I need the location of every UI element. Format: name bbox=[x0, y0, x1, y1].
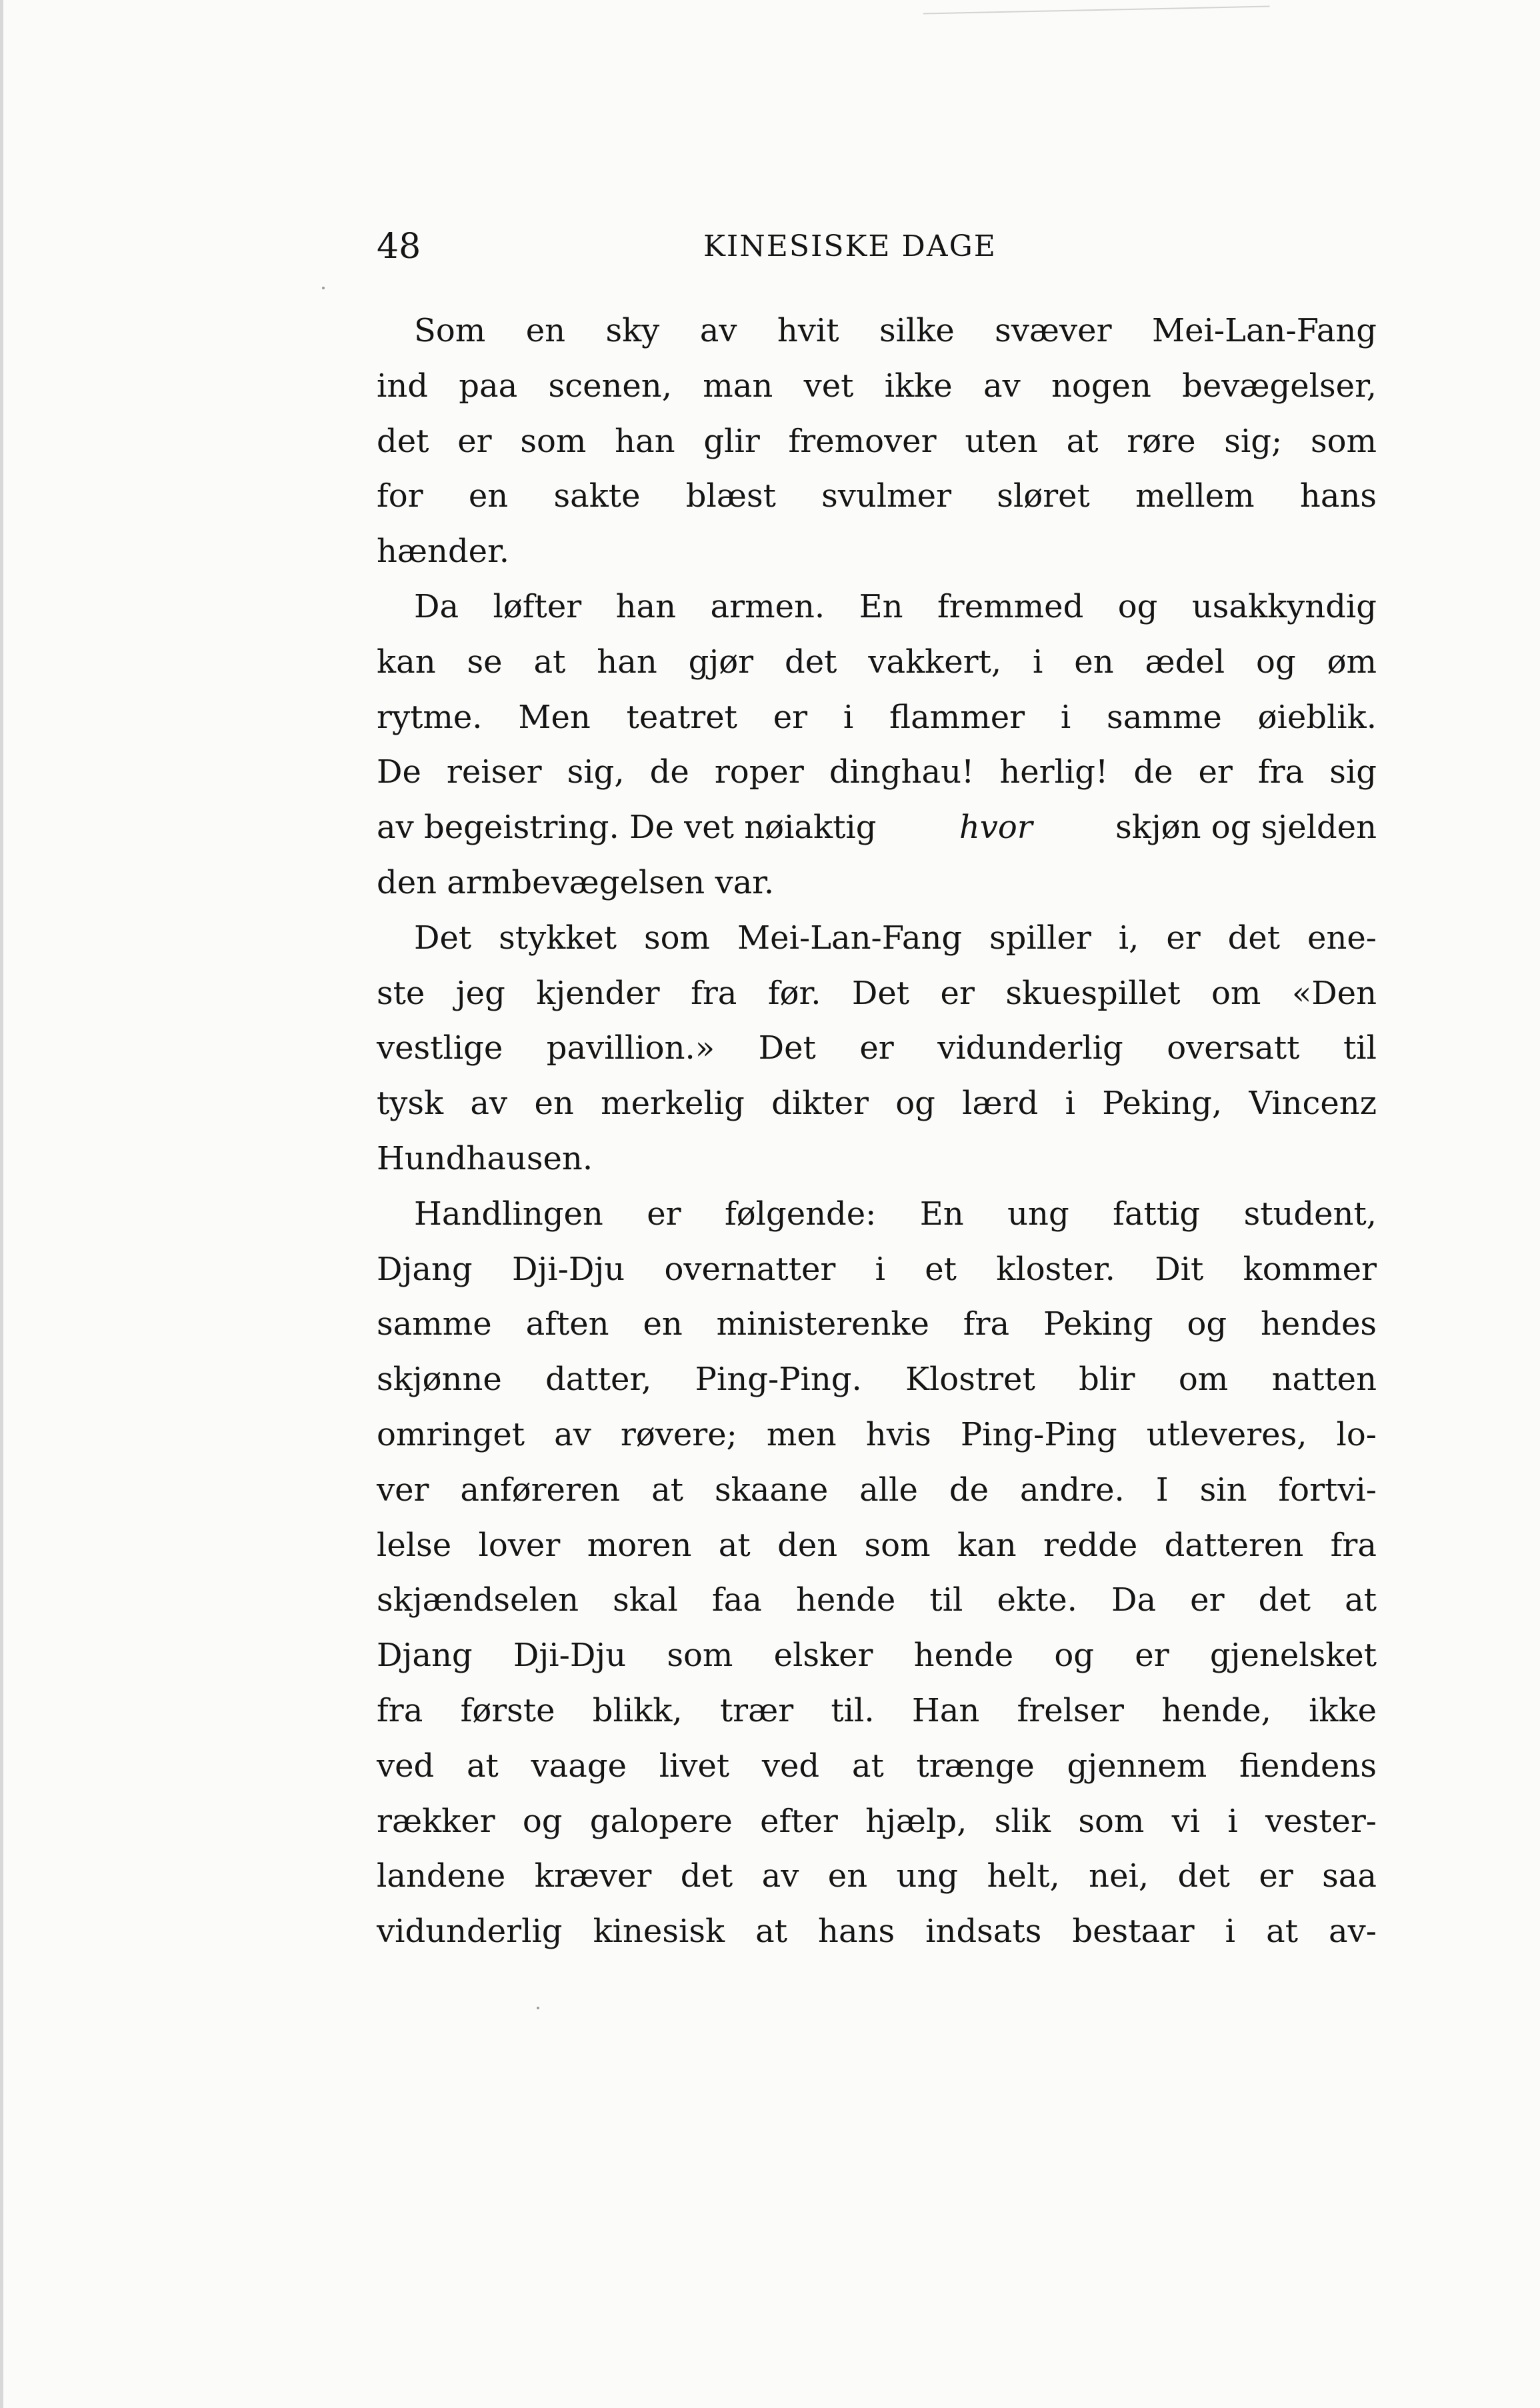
text-segment: skjøn og sjelden bbox=[1115, 809, 1377, 847]
text-line: Handlingen er følgende: En ung fattig student, bbox=[414, 1195, 1377, 1233]
text-line: Det stykket som Mei-Lan-Fang spiller i, er det ene- bbox=[414, 919, 1377, 957]
text-line: rytme. Men teatret er i flammer i samme øieblik. bbox=[377, 698, 1377, 736]
text-line: for en sakte blæst svulmer sløret mellem hans bbox=[377, 477, 1377, 515]
text-line: Djang Dji-Dju overnatter i et kloster. Dit kommer bbox=[377, 1250, 1377, 1288]
text-line: landene kræver det av en ung helt, nei, det er saa bbox=[377, 1857, 1377, 1895]
text-line: ver anføreren at skaane alle de andre. I sin fortvi- bbox=[377, 1471, 1377, 1509]
text-line: kan se at han gjør det vakkert, i en ædel og øm bbox=[377, 643, 1377, 681]
body-text bbox=[377, 303, 1377, 1959]
text-line: Da løfter han armen. En fremmed og usakkyndig bbox=[414, 587, 1377, 625]
paper-speck bbox=[537, 2007, 539, 2009]
text-line: skjændselen skal faa hende til ekte. Da er det at bbox=[377, 1581, 1377, 1619]
text-line: den armbevægelsen var. bbox=[377, 863, 775, 901]
page-number: 48 bbox=[377, 227, 421, 267]
text-segment: av begeistring. De vet nøiaktig bbox=[377, 809, 877, 847]
text-line: ind paa scenen, man vet ikke av nogen bevægelser, bbox=[377, 367, 1377, 405]
text-line: lelse lover moren at den som kan redde datteren fra bbox=[377, 1526, 1377, 1564]
text-line: vidunderlig kinesisk at hans indsats bestaar i at av- bbox=[377, 1913, 1377, 1951]
page-header bbox=[377, 220, 1377, 273]
italic-word: hvor bbox=[959, 809, 1033, 847]
text-line: det er som han glir fremover uten at røre sig; som bbox=[377, 422, 1377, 460]
text-line: ste jeg kjender fra før. Det er skuespillet om «Den bbox=[377, 974, 1377, 1012]
paper-speck bbox=[322, 287, 325, 289]
text-line bbox=[377, 800, 1377, 855]
text-line: Hundhausen. bbox=[377, 1139, 593, 1177]
text-line: omringet av røvere; men hvis Ping-Ping utleveres, lo- bbox=[377, 1415, 1377, 1453]
text-line: rækker og galopere efter hjælp, slik som vi i vester- bbox=[377, 1802, 1377, 1840]
text-line: ved at vaage livet ved at trænge gjennem fiendens bbox=[377, 1747, 1377, 1785]
running-head: KINESISKE DAGE bbox=[703, 229, 997, 263]
text-line: fra første blikk, trær til. Han frelser hende, ikke bbox=[377, 1691, 1377, 1729]
paper-scratch bbox=[923, 6, 1271, 35]
text-line: De reiser sig, de roper dinghau! herlig! de er fra sig bbox=[377, 753, 1377, 791]
text-line: vestlige pavillion.» Det er vidunderlig oversatt til bbox=[377, 1029, 1377, 1067]
text-line: samme aften en ministerenke fra Peking og hendes bbox=[377, 1305, 1377, 1343]
text-line: tysk av en merkelig dikter og lærd i Peking, Vincenz bbox=[377, 1085, 1377, 1123]
text-line: Som en sky av hvit silke svæver Mei-Lan-Fang bbox=[414, 312, 1377, 349]
text-line: Djang Dji-Dju som elsker hende og er gjenelsket bbox=[377, 1637, 1377, 1675]
text-line: hænder. bbox=[377, 533, 510, 571]
text-line: skjønne datter, Ping-Ping. Klostret blir om natten bbox=[377, 1361, 1377, 1399]
